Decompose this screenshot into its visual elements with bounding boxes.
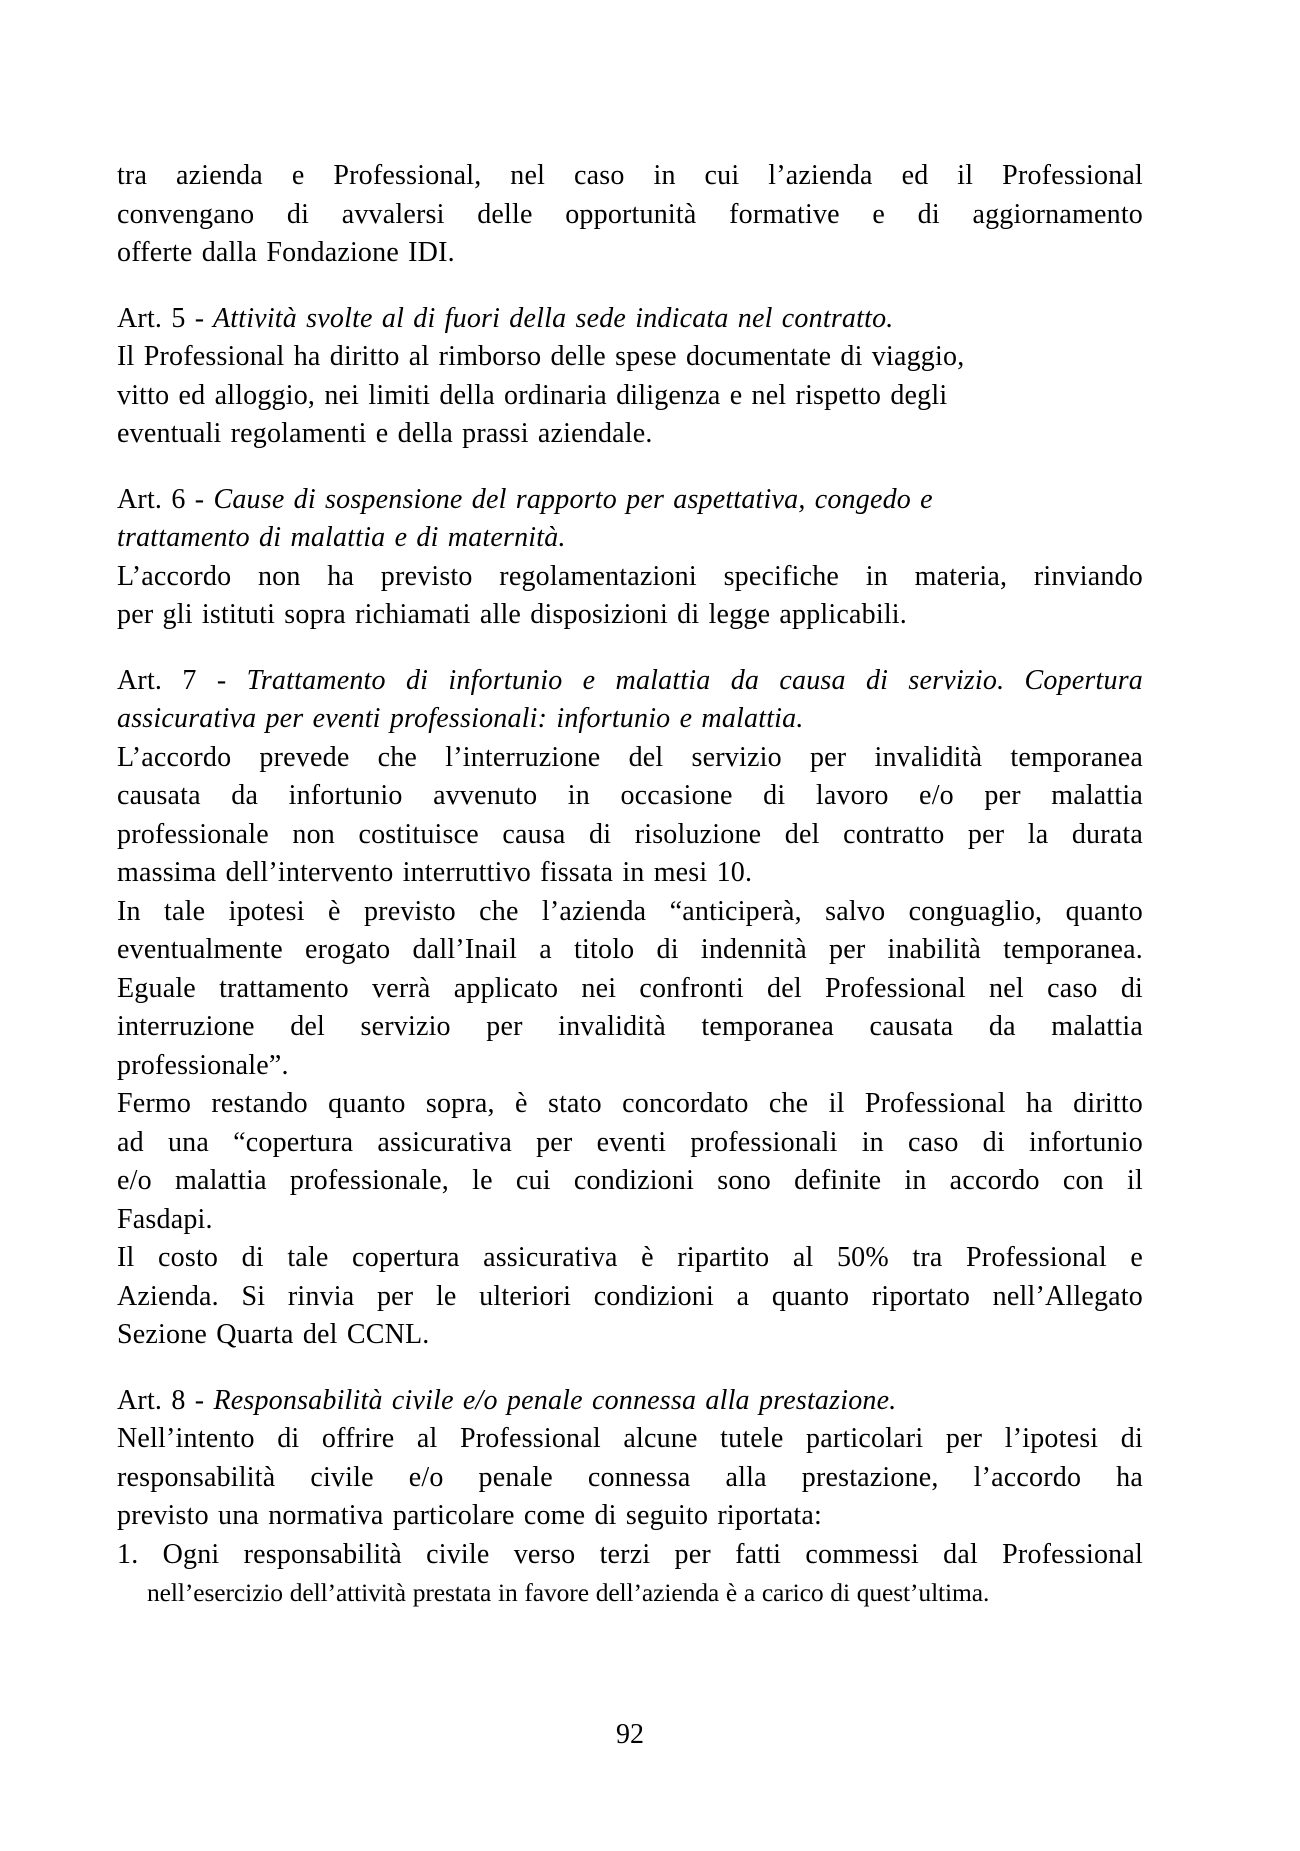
text-line: 1. Ogni responsabilità civile verso terzi per fatti commessi dal Professional [117, 1538, 1143, 1570]
text-line: assicurativa per eventi professionali: infortunio e malattia. [117, 703, 804, 734]
text-line: ad una “copertura assicurativa per eventi professionali in caso di infortunio [117, 1126, 1143, 1158]
text-line: professionale”. [117, 1049, 289, 1081]
paragraph [117, 157, 1143, 273]
article-heading [117, 300, 1143, 339]
paragraph [117, 558, 1143, 635]
paragraph [117, 338, 1143, 454]
text-line: Il costo di tale copertura assicurativa è ripartito al 50% tra Professional e [117, 1242, 1143, 1273]
text-line: Nell’intento di offrire al Professional alcune tutele particolari per l’ipotesi di [117, 1423, 1143, 1454]
text-line: In tale ipotesi è previsto che l’azienda “anticiperà, salvo conguaglio, quanto [117, 895, 1143, 927]
text-line: professionale non costituisce causa di risoluzione del contratto per la durata [117, 818, 1143, 850]
text-line: vitto ed alloggio, nei limiti della ordinaria diligenza e nel rispetto degli [117, 379, 948, 411]
text-line: responsabilità civile e/o penale connessa alla prestazione, l’accordo ha [117, 1461, 1143, 1493]
text-line: Art. 5 - Attività svolte al di fuori della sede indicata nel contratto. [117, 302, 894, 334]
text-line: Fermo restando quanto sopra, è stato concordato che il Professional ha diritto [117, 1088, 1143, 1119]
paragraph [117, 1239, 1143, 1355]
text-line: trattamento di malattia e di maternità. [117, 522, 566, 553]
article-heading [117, 481, 1143, 558]
text-line: offerte dalla Fondazione IDI. [117, 237, 455, 268]
list-item [117, 1536, 1143, 1613]
text-line: Eguale trattamento verrà applicato nei confronti del Professional nel caso di [117, 972, 1143, 1004]
text-line: previsto una normativa particolare come di seguito riportata: [117, 1500, 822, 1531]
article-heading [117, 1382, 1143, 1421]
text-line: per gli istituti sopra richiamati alle disposizioni di legge applicabili. [117, 599, 907, 630]
paragraph [117, 739, 1143, 893]
article-heading-label: Art. 6 - [117, 483, 205, 515]
paragraph [117, 1420, 1143, 1536]
article-heading-label: Art. 7 - [117, 664, 227, 696]
text-line: Azienda. Si rinvia per le ulteriori condizioni a quanto riportato nell’Allegato [117, 1280, 1143, 1312]
text-line: convengano di avvalersi delle opportunità formative e di aggiornamento [117, 198, 1143, 230]
text-line: Art. 8 - Responsabilità civile e/o penale connessa alla prestazione. [117, 1384, 897, 1416]
paragraph [117, 893, 1143, 1086]
text-line: eventuali regolamenti e della prassi aziendale. [117, 418, 653, 449]
text-line: L’accordo non ha previsto regolamentazioni specifiche in materia, rinviando [117, 560, 1143, 592]
text-line: Il Professional ha diritto al rimborso delle spese documentate di viaggio, [117, 341, 965, 372]
text-line: tra azienda e Professional, nel caso in cui l’azienda ed il Professional [117, 160, 1143, 191]
article-heading [117, 662, 1143, 739]
article-heading-label: Art. 5 - [117, 302, 205, 334]
text-line: interruzione del servizio per invalidità temporanea causata da malattia [117, 1011, 1143, 1042]
page-number: 92 [616, 1719, 644, 1750]
text-line: causata da infortunio avvenuto in occasione di lavoro e/o per malattia [117, 780, 1143, 811]
text-line: Art. 7 - Trattamento di infortunio e malattia da causa di servizio. Copertura [117, 664, 1144, 696]
text-line: Art. 6 - Cause di sospensione del rapporto per aspettativa, congedo e [117, 483, 933, 515]
text-line: nell’esercizio dell’attività prestata in favore dell’azienda è a carico di quest’ultima. [147, 1578, 990, 1607]
paragraph [117, 1085, 1143, 1239]
text-content [117, 157, 1143, 1613]
text-line: L’accordo prevede che l’interruzione del servizio per invalidità temporanea [117, 741, 1143, 773]
text-line: e/o malattia professionale, le cui condizioni sono definite in accordo con il [117, 1165, 1143, 1196]
article-heading-label: Art. 8 - [117, 1384, 205, 1416]
text-line: massima dell’intervento interruttivo fissata in mesi 10. [117, 857, 753, 888]
text-line: Sezione Quarta del CCNL. [117, 1319, 430, 1350]
text-line: Fasdapi. [117, 1203, 213, 1235]
text-line: eventualmente erogato dall’Inail a titolo di indennità per inabilità temporanea. [117, 934, 1143, 965]
